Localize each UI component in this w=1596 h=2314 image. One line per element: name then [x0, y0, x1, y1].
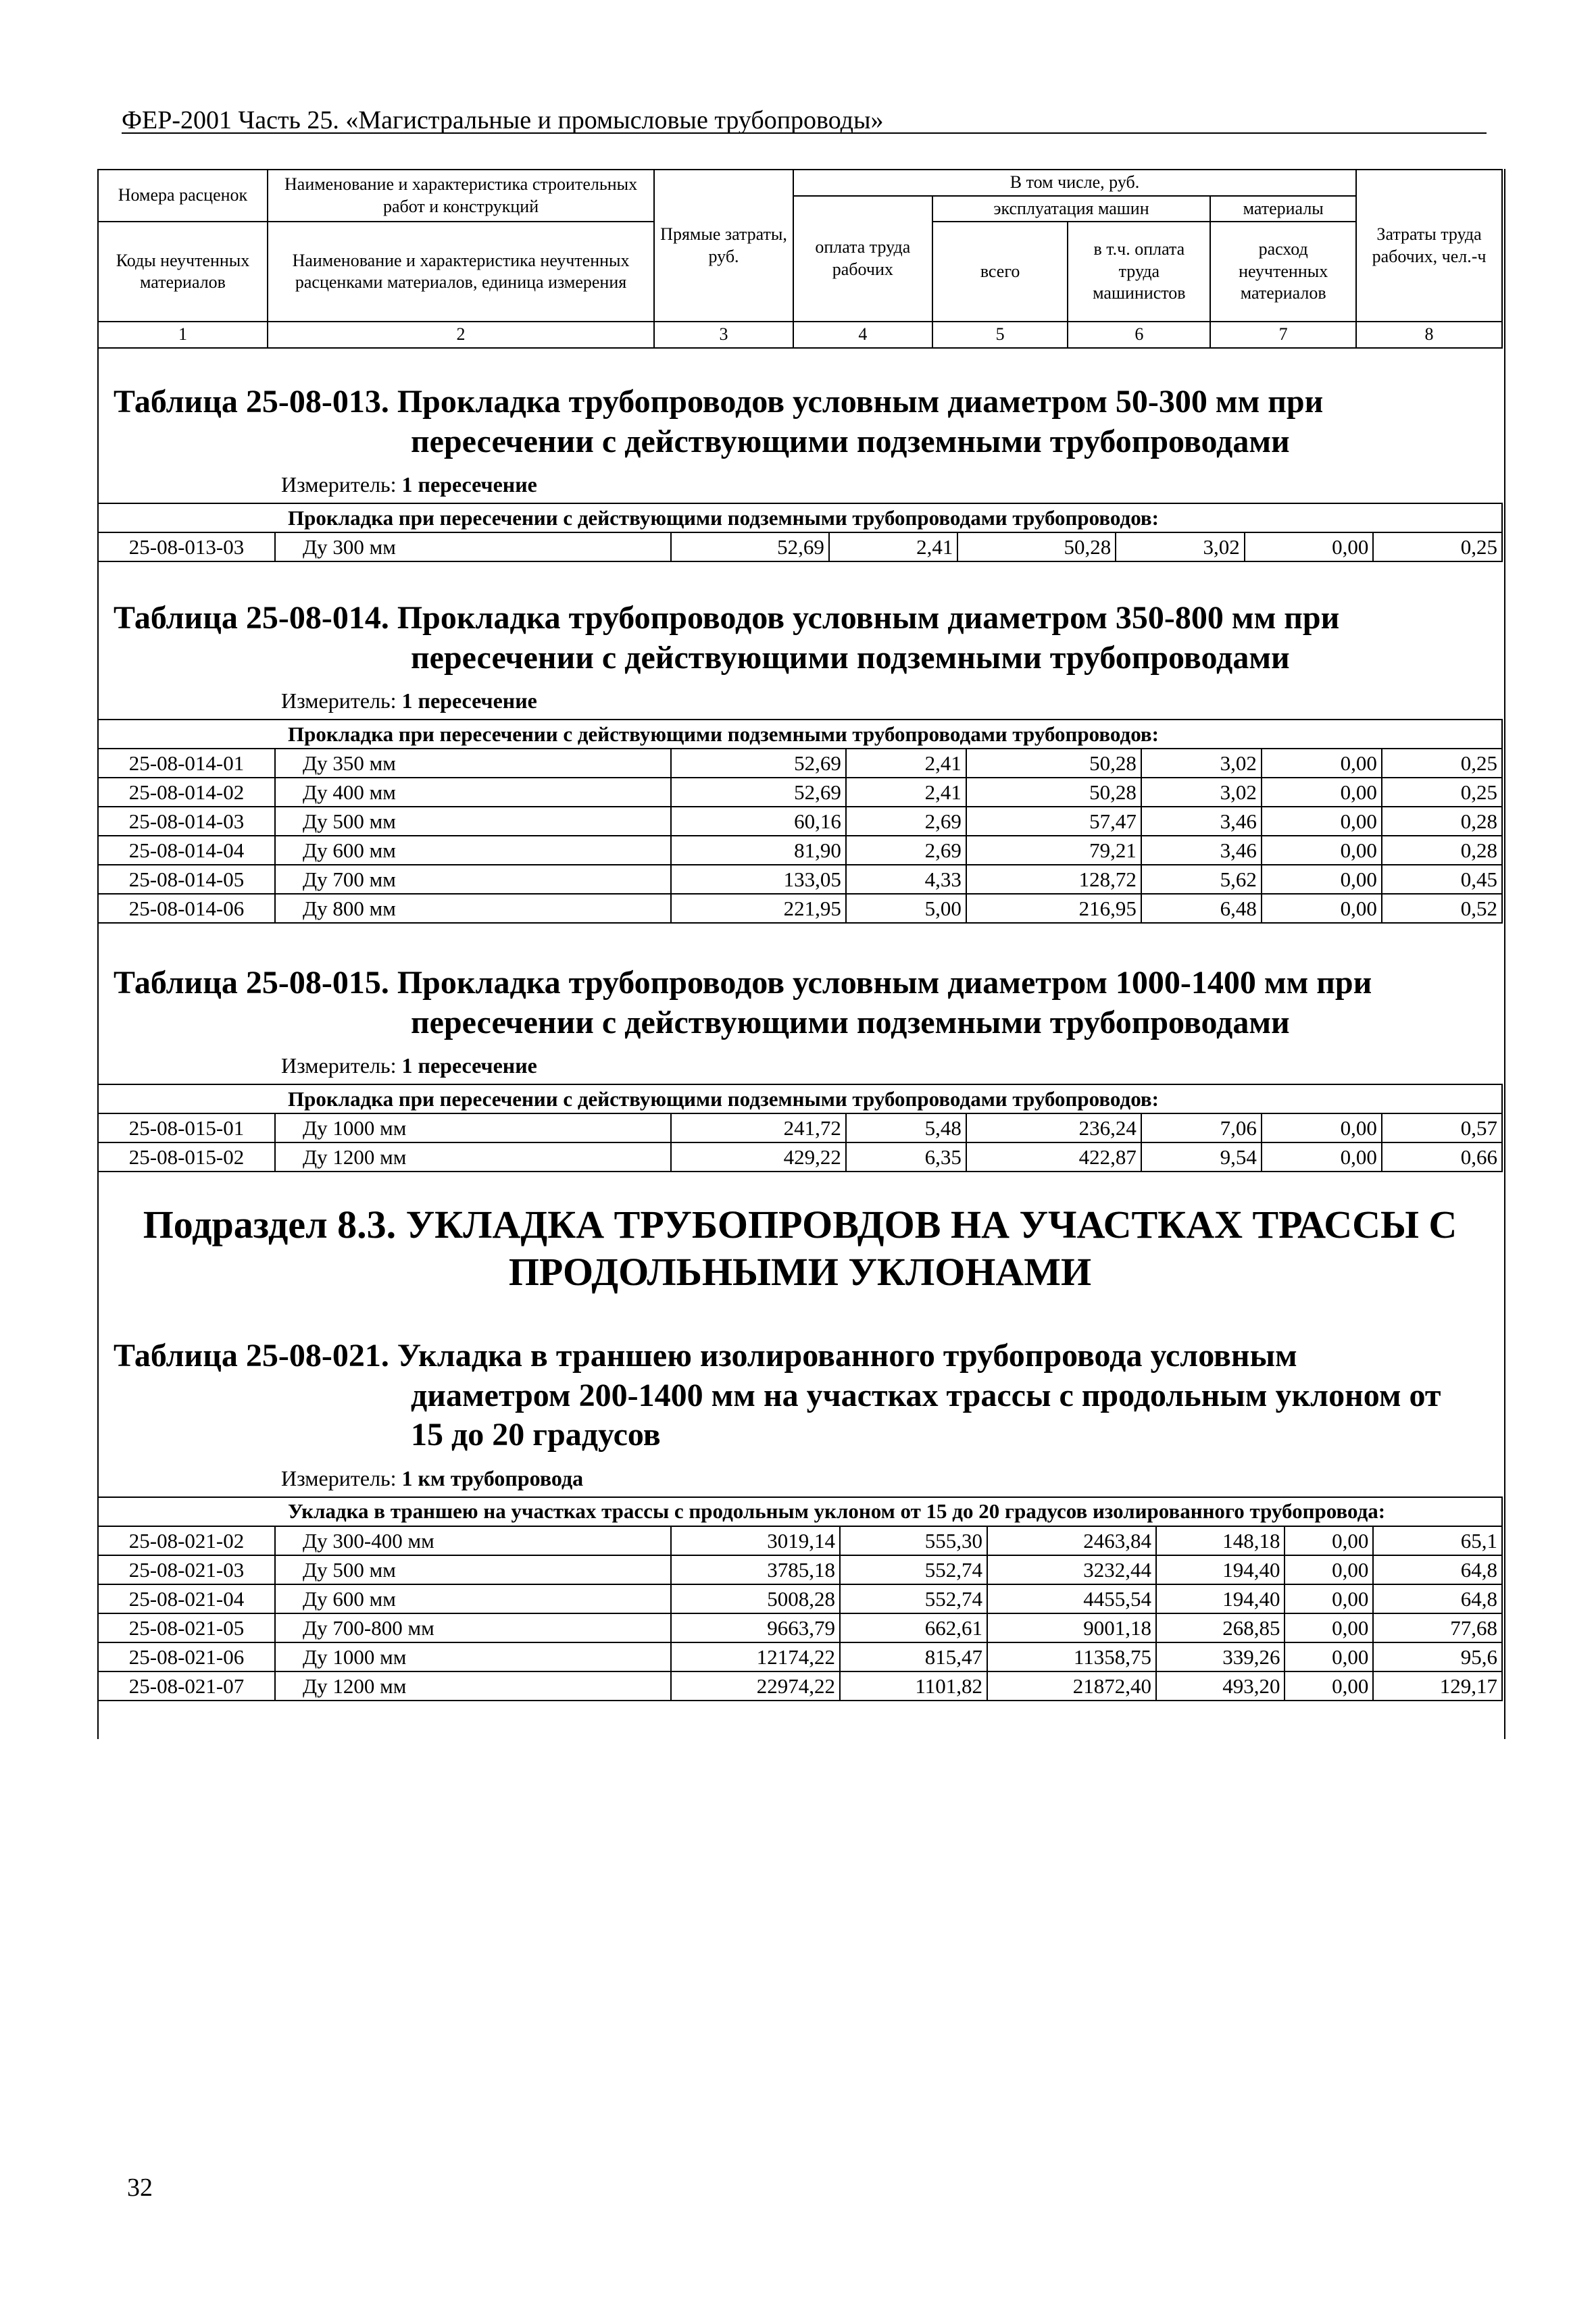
data-table	[97, 503, 1503, 562]
cell-machinist-wages: 7,06	[1141, 1113, 1262, 1142]
cell-machines-total: 50,28	[966, 749, 1141, 778]
measure-value: 1 км трубопровода	[401, 1465, 584, 1490]
cell-machines-total: 216,95	[966, 894, 1141, 923]
cell-code: 25-08-014-04	[98, 836, 275, 865]
cell-code: 25-08-014-03	[98, 807, 275, 836]
table-section-015	[97, 963, 1503, 1172]
cell-name: Ду 800 мм	[275, 894, 671, 923]
cell-wages: 2,41	[846, 749, 966, 778]
data-table	[97, 1084, 1503, 1172]
cell-machinist-wages: 9,54	[1141, 1142, 1262, 1172]
table-title-line2: пересечении с действующими подземными трубопроводами	[411, 639, 1290, 676]
col-num: 4	[793, 322, 932, 348]
cell-machines-total: 2463,84	[987, 1526, 1156, 1555]
cell-labor: 0,57	[1382, 1113, 1502, 1142]
cell-code: 25-08-021-04	[98, 1584, 275, 1613]
cell-name: Ду 400 мм	[275, 778, 671, 807]
cell-wages: 552,74	[840, 1555, 987, 1584]
cell-materials: 0,00	[1262, 1113, 1382, 1142]
cell-labor: 0,52	[1382, 894, 1502, 923]
cell-wages: 1101,82	[840, 1671, 987, 1701]
table-row	[98, 1526, 1502, 1555]
cell-machines-total: 236,24	[966, 1113, 1141, 1142]
col7-header: расход неучтенных материалов	[1210, 222, 1356, 322]
header-rule	[122, 132, 1487, 134]
col1-top: Номера расценок	[98, 170, 268, 222]
cell-wages: 2,41	[829, 532, 958, 561]
col1-bottom: Коды неучтенных материалов	[98, 222, 268, 322]
measure-label: Измеритель:	[281, 688, 397, 713]
table-title	[114, 599, 1503, 678]
cell-code: 25-08-015-02	[98, 1142, 275, 1172]
cell-machines-total: 79,21	[966, 836, 1141, 865]
cell-materials: 0,00	[1262, 865, 1382, 894]
cell-machines-total: 4455,54	[987, 1584, 1156, 1613]
cell-direct-cost: 3019,14	[671, 1526, 840, 1555]
cell-wages: 2,41	[846, 778, 966, 807]
cell-machinist-wages: 3,02	[1116, 532, 1245, 561]
cell-labor: 65,1	[1373, 1526, 1502, 1555]
cell-name: Ду 1000 мм	[275, 1642, 671, 1671]
cell-machinist-wages: 268,85	[1156, 1613, 1285, 1642]
cell-direct-cost: 3785,18	[671, 1555, 840, 1584]
table-row	[98, 749, 1502, 778]
measure	[281, 688, 1503, 713]
table-number: Таблица 25-08-021.	[114, 1338, 389, 1374]
cell-machines-total: 11358,75	[987, 1642, 1156, 1671]
cell-labor: 64,8	[1373, 1555, 1502, 1584]
cell-wages: 555,30	[840, 1526, 987, 1555]
in-that-header: В том числе, руб.	[793, 170, 1356, 196]
col-num: 3	[654, 322, 793, 348]
cell-code: 25-08-014-05	[98, 865, 275, 894]
data-table	[97, 719, 1503, 924]
cell-code: 25-08-021-02	[98, 1526, 275, 1555]
col2-bottom: Наименование и характеристика неучтенных расценками материалов, единица измерения	[268, 222, 654, 322]
cell-labor: 0,25	[1373, 532, 1502, 561]
cell-machinist-wages: 194,40	[1156, 1555, 1285, 1584]
cell-materials: 0,00	[1285, 1526, 1373, 1555]
cell-wages: 815,47	[840, 1642, 987, 1671]
cell-direct-cost: 12174,22	[671, 1642, 840, 1671]
cell-labor: 0,25	[1382, 749, 1502, 778]
table-row	[98, 894, 1502, 923]
subsection-title	[97, 1201, 1503, 1295]
cell-name: Ду 350 мм	[275, 749, 671, 778]
table-subheader: Прокладка при пересечении с действующими подземными трубопроводами трубопроводов:	[98, 503, 1502, 532]
table-title-line1: Прокладка трубопроводов условным диаметром 350-800 мм при	[397, 600, 1340, 636]
cell-name: Ду 1200 мм	[275, 1142, 671, 1172]
table-title	[114, 382, 1503, 461]
cell-direct-cost: 429,22	[671, 1142, 846, 1172]
col4-header: оплата труда рабочих	[793, 196, 932, 322]
measure-value: 1 пересечение	[401, 472, 537, 497]
cell-code: 25-08-013-03	[98, 532, 275, 561]
table-row	[98, 1671, 1502, 1701]
cell-labor: 0,28	[1382, 836, 1502, 865]
cell-direct-cost: 241,72	[671, 1113, 846, 1142]
data-table	[97, 1496, 1503, 1701]
table-row	[98, 1555, 1502, 1584]
cell-name: Ду 700-800 мм	[275, 1613, 671, 1642]
cell-labor: 0,28	[1382, 807, 1502, 836]
cell-materials: 0,00	[1285, 1584, 1373, 1613]
col2-top: Наименование и характеристика строительных работ и конструкций	[268, 170, 654, 222]
measure-label: Измеритель:	[281, 472, 397, 497]
table-row	[98, 865, 1502, 894]
subsection-title-line1: Подраздел 8.3. УКЛАДКА ТРУБОПРОВДОВ НА УЧАСТКАХ ТРАССЫ С	[143, 1203, 1457, 1247]
table-title-line2: пересечении с действующими подземными трубопроводами	[411, 423, 1290, 459]
cell-labor: 95,6	[1373, 1642, 1502, 1671]
cell-wages: 662,61	[840, 1613, 987, 1642]
cell-materials: 0,00	[1262, 836, 1382, 865]
cell-materials: 0,00	[1245, 532, 1374, 561]
measure-label: Измеритель:	[281, 1465, 397, 1490]
cell-machines-total: 50,28	[966, 778, 1141, 807]
cell-wages: 4,33	[846, 865, 966, 894]
col-num: 7	[1210, 322, 1356, 348]
cell-machinist-wages: 3,02	[1141, 749, 1262, 778]
measure	[281, 1053, 1503, 1078]
cell-machinist-wages: 3,46	[1141, 807, 1262, 836]
table-number: Таблица 25-08-013.	[114, 384, 389, 420]
table-row	[98, 1113, 1502, 1142]
table-section-014	[97, 599, 1503, 924]
cell-machines-total: 9001,18	[987, 1613, 1156, 1642]
cell-labor: 64,8	[1373, 1584, 1502, 1613]
cell-machinist-wages: 3,46	[1141, 836, 1262, 865]
cell-name: Ду 600 мм	[275, 836, 671, 865]
cell-direct-cost: 81,90	[671, 836, 846, 865]
cell-direct-cost: 133,05	[671, 865, 846, 894]
table-section-021	[97, 1336, 1503, 1701]
cell-machinist-wages: 6,48	[1141, 894, 1262, 923]
cell-machinist-wages: 5,62	[1141, 865, 1262, 894]
table-title	[114, 963, 1503, 1042]
materials-header: материалы	[1210, 196, 1356, 222]
table-title-line1: Укладка в траншею изолированного трубопровода условным	[397, 1338, 1297, 1374]
table-row	[98, 1142, 1502, 1172]
table-subheader: Прокладка при пересечении с действующими подземными трубопроводами трубопроводов:	[98, 1084, 1502, 1113]
cell-code: 25-08-021-05	[98, 1613, 275, 1642]
cell-machines-total: 128,72	[966, 865, 1141, 894]
cell-code: 25-08-015-01	[98, 1113, 275, 1142]
cell-materials: 0,00	[1262, 778, 1382, 807]
table-title-line1: Прокладка трубопроводов условным диаметром 1000-1400 мм при	[397, 965, 1372, 1001]
cell-machines-total: 57,47	[966, 807, 1141, 836]
cell-labor: 129,17	[1373, 1671, 1502, 1701]
cell-machines-total: 422,87	[966, 1142, 1141, 1172]
cell-labor: 0,66	[1382, 1142, 1502, 1172]
cell-machinist-wages: 493,20	[1156, 1671, 1285, 1701]
column-header-table	[97, 169, 1503, 349]
cell-materials: 0,00	[1262, 1142, 1382, 1172]
measure	[281, 472, 1503, 497]
col5-header: всего	[932, 222, 1068, 322]
cell-wages: 6,35	[846, 1142, 966, 1172]
cell-name: Ду 300-400 мм	[275, 1526, 671, 1555]
cell-direct-cost: 52,69	[671, 749, 846, 778]
cell-machinist-wages: 194,40	[1156, 1584, 1285, 1613]
cell-code: 25-08-021-07	[98, 1671, 275, 1701]
cell-machines-total: 50,28	[957, 532, 1116, 561]
subsection-title-line2: ПРОДОЛЬНЫМИ УКЛОНАМИ	[508, 1249, 1092, 1294]
table-title-line2: пересечении с действующими подземными трубопроводами	[411, 1004, 1290, 1040]
cell-direct-cost: 5008,28	[671, 1584, 840, 1613]
cell-materials: 0,00	[1262, 807, 1382, 836]
cell-name: Ду 700 мм	[275, 865, 671, 894]
cell-wages: 2,69	[846, 807, 966, 836]
cell-materials: 0,00	[1285, 1613, 1373, 1642]
cell-wages: 552,74	[840, 1584, 987, 1613]
cell-machines-total: 21872,40	[987, 1671, 1156, 1701]
table-row	[98, 532, 1502, 561]
col-num: 6	[1068, 322, 1210, 348]
cell-code: 25-08-021-03	[98, 1555, 275, 1584]
cell-code: 25-08-021-06	[98, 1642, 275, 1671]
cell-machines-total: 3232,44	[987, 1555, 1156, 1584]
cell-direct-cost: 52,69	[671, 532, 829, 561]
table-subheader: Прокладка при пересечении с действующими подземными трубопроводами трубопроводов:	[98, 720, 1502, 749]
cell-machinist-wages: 148,18	[1156, 1526, 1285, 1555]
measure-value: 1 пересечение	[401, 1053, 537, 1078]
cell-name: Ду 500 мм	[275, 1555, 671, 1584]
cell-machinist-wages: 3,02	[1141, 778, 1262, 807]
measure-value: 1 пересечение	[401, 688, 537, 713]
cell-direct-cost: 52,69	[671, 778, 846, 807]
measure-label: Измеритель:	[281, 1053, 397, 1078]
col6-header: в т.ч. оплата труда машинистов	[1068, 222, 1210, 322]
table-row	[98, 1642, 1502, 1671]
cell-code: 25-08-014-01	[98, 749, 275, 778]
cell-name: Ду 300 мм	[275, 532, 671, 561]
cell-code: 25-08-014-06	[98, 894, 275, 923]
table-row	[98, 778, 1502, 807]
running-header: ФЕР-2001 Часть 25. «Магистральные и промысловые трубопроводы»	[122, 106, 884, 134]
table-subheader: Укладка в траншею на участках трассы с продольным уклоном от 15 до 20 градусов изолированного трубопровода:	[98, 1497, 1502, 1526]
cell-name: Ду 600 мм	[275, 1584, 671, 1613]
cell-machinist-wages: 339,26	[1156, 1642, 1285, 1671]
cell-wages: 2,69	[846, 836, 966, 865]
table-title	[114, 1336, 1503, 1455]
col-num: 1	[98, 322, 268, 348]
col3-header: Прямые затраты, руб.	[654, 170, 793, 322]
cell-direct-cost: 9663,79	[671, 1613, 840, 1642]
cell-materials: 0,00	[1285, 1642, 1373, 1671]
cell-code: 25-08-014-02	[98, 778, 275, 807]
cell-materials: 0,00	[1262, 894, 1382, 923]
col-num: 5	[932, 322, 1068, 348]
cell-labor: 77,68	[1373, 1613, 1502, 1642]
table-row	[98, 1613, 1502, 1642]
cell-direct-cost: 60,16	[671, 807, 846, 836]
cell-materials: 0,00	[1285, 1671, 1373, 1701]
col-num: 8	[1356, 322, 1502, 348]
col-num: 2	[268, 322, 654, 348]
table-row	[98, 807, 1502, 836]
cell-materials: 0,00	[1285, 1555, 1373, 1584]
cell-wages: 5,48	[846, 1113, 966, 1142]
table-section-013	[97, 382, 1503, 562]
operation-header: эксплуатация машин	[932, 196, 1211, 222]
cell-labor: 0,25	[1382, 778, 1502, 807]
table-number: Таблица 25-08-015.	[114, 965, 389, 1001]
page-number: 32	[127, 2173, 153, 2202]
cell-name: Ду 1200 мм	[275, 1671, 671, 1701]
table-row	[98, 836, 1502, 865]
cell-name: Ду 1000 мм	[275, 1113, 671, 1142]
table-title-line2: диаметром 200-1400 мм на участках трассы с продольным уклоном от	[411, 1377, 1441, 1413]
cell-direct-cost: 221,95	[671, 894, 846, 923]
table-row	[98, 1584, 1502, 1613]
table-title-line3: 15 до 20 градусов	[411, 1417, 661, 1453]
cell-name: Ду 500 мм	[275, 807, 671, 836]
table-title-line1: Прокладка трубопроводов условным диаметром 50-300 мм при	[397, 384, 1324, 420]
table-number: Таблица 25-08-014.	[114, 600, 389, 636]
measure	[281, 1466, 1503, 1491]
cell-wages: 5,00	[846, 894, 966, 923]
cell-materials: 0,00	[1262, 749, 1382, 778]
cell-labor: 0,45	[1382, 865, 1502, 894]
cell-direct-cost: 22974,22	[671, 1671, 840, 1701]
col8-header: Затраты труда рабочих, чел.-ч	[1356, 170, 1502, 322]
